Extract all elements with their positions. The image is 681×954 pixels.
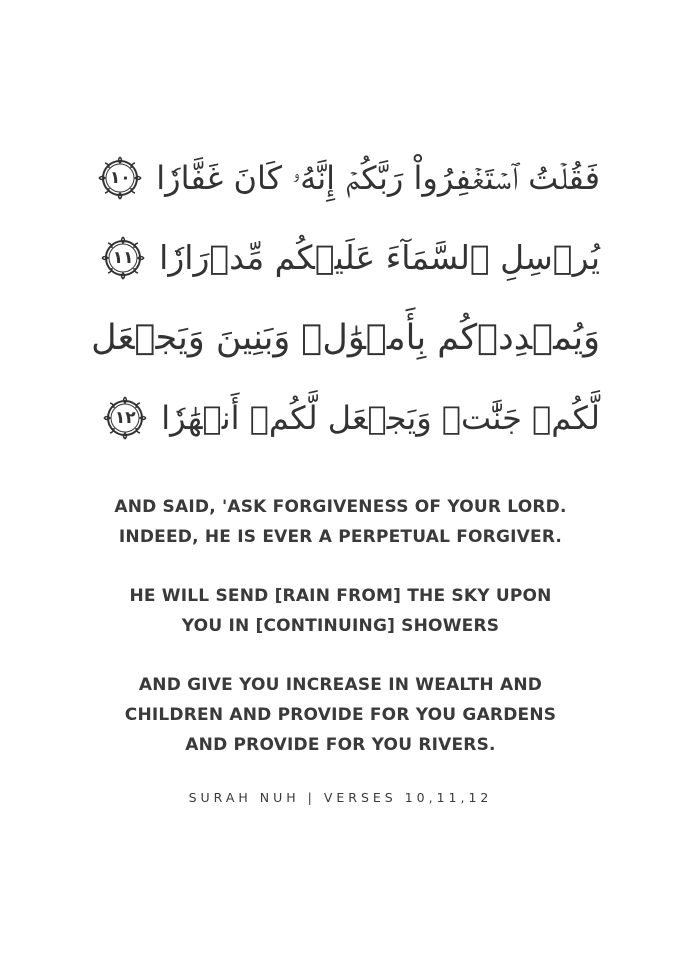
ayah-end-ornament-icon [101,394,149,442]
arabic-line-text: يُرۡسِلِ ٱلسَّمَآءَ عَلَيۡكُم مِّدۡرَارٗا [159,238,600,277]
translation-paragraph-2 [40,581,641,641]
translation-line: AND GIVE YOU INCREASE IN WEALTH AND [138,675,543,695]
arabic-line-1 [90,138,600,218]
translation-line: AND SAID, 'ASK FORGIVENESS OF YOUR LORD. [114,497,567,517]
arabic-line-2 [90,218,600,298]
translation-line: CHILDREN AND PROVIDE FOR YOU GARDENS [124,705,557,725]
ayah-end-ornament-icon [96,154,144,202]
surah-caption: SURAH NUH | VERSES 10,11,12 [188,790,493,805]
verse-number: ١٢ [114,408,136,428]
arabic-line-text: فَقُلۡتُ ٱسۡتَغۡفِرُواْ رَبَّكُمۡ إِنَّهُۥ كَانَ غَفَّارٗا [156,159,600,197]
arabic-line-text: وَيُمۡدِدۡكُم بِأَمۡوَٰلٖ وَبَنِينَ وَيَجۡعَل [91,318,600,358]
translation-line: HE WILL SEND [RAIN FROM] THE SKY UPON [129,586,552,606]
translation-line: YOU IN [CONTINUING] SHOWERS [181,616,500,636]
translation-paragraph-1 [40,492,641,552]
arabic-line-text: لَّكُمۡ جَنَّٰتٖ وَيَجۡعَل لَّكُمۡ أَنۡهَٰرٗا [161,399,600,437]
arabic-verses [90,138,600,458]
arabic-line-4 [90,378,600,458]
translation-paragraph-3 [40,670,641,760]
verse-number: ١٠ [109,168,131,188]
translation-line: AND PROVIDE FOR YOU RIVERS. [185,735,496,755]
arabic-line-3 [90,298,600,378]
ayah-end-ornament-icon [99,234,147,282]
translation-line: INDEED, HE IS EVER A PERPETUAL FORGIVER. [118,527,563,547]
english-translation [40,492,641,760]
verse-number: ١١ [112,248,134,268]
